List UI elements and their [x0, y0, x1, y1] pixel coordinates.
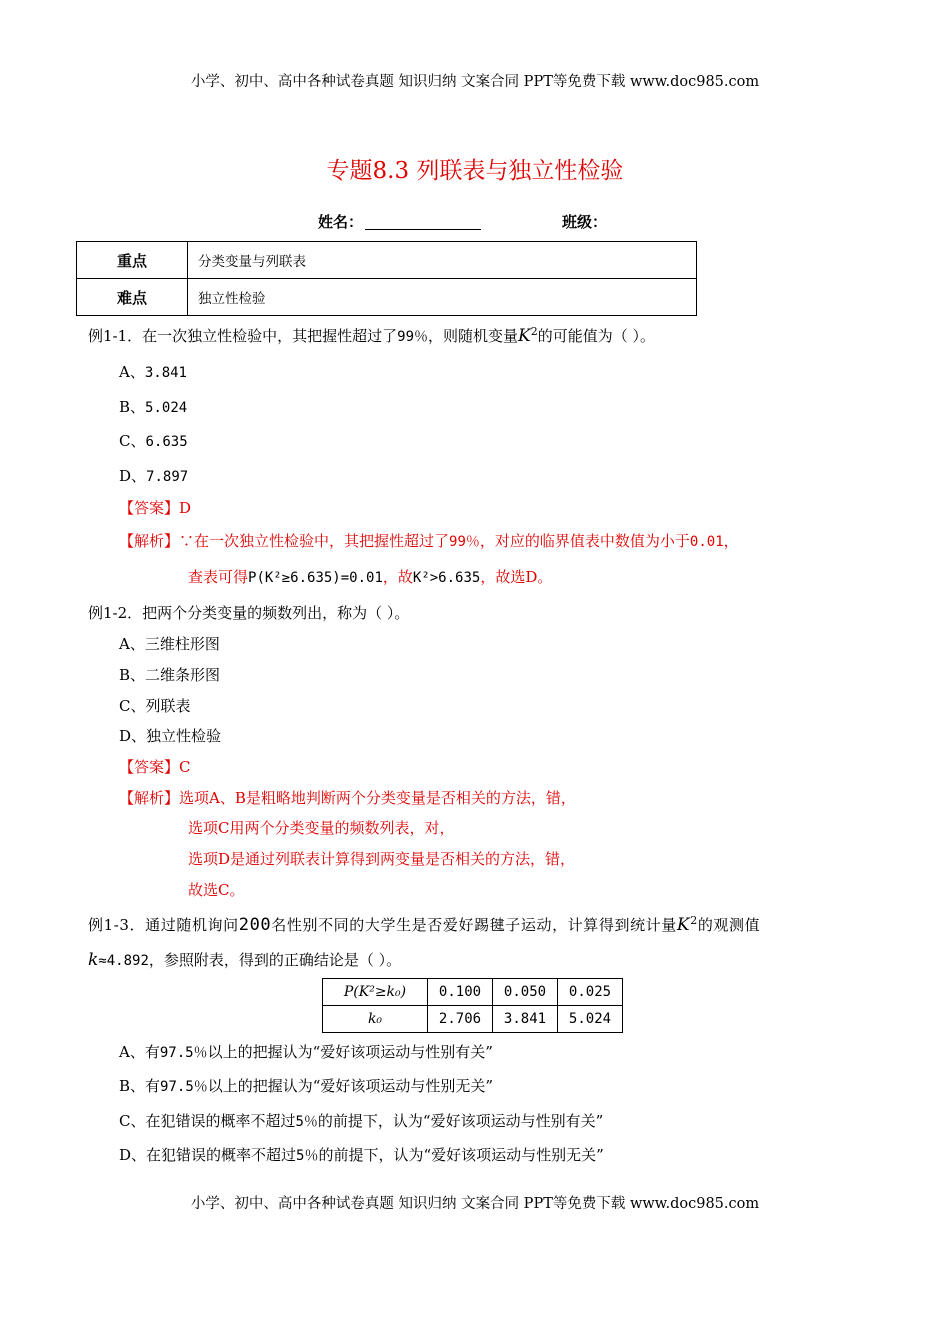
q2-stem: 例1-2．把两个分类变量的频数列出，称为（ ）。 [88, 604, 410, 622]
q2-option-a: A、三维柱形图 [119, 635, 220, 653]
q2-analysis-line3: 选项D是通过列联表计算得到两变量是否相关的方法，错， [188, 850, 576, 868]
key-value: 分类变量与列联表 [188, 242, 697, 279]
q2-option-c: C、列联表 [119, 697, 191, 715]
class-field-label: 班级： [562, 213, 608, 231]
table-cell: 0.025 [558, 979, 623, 1006]
key-points-table [76, 241, 697, 316]
key-row [77, 242, 697, 279]
table-cell: 2.706 [428, 1006, 493, 1033]
name-blank[interactable] [365, 215, 481, 230]
q1-option-a: A、3.841 [119, 363, 187, 381]
q2-analysis-line2: 选项C用两个分类变量的频数列表，对， [188, 819, 455, 837]
q1-option-d: D、7.897 [119, 467, 189, 485]
q2-option-d: D、独立性检验 [119, 727, 222, 745]
q2-answer: 【答案】C [119, 758, 191, 776]
q2-option-b: B、二维条形图 [119, 666, 221, 684]
q1-stem: 例1-1．在一次独立性检验中，其把握性超过了99％，则随机变量$K^2$的可能值为（ ）。 [88, 325, 656, 346]
q3-stem-line2: k≈4.892，参照附表，得到的正确结论是（ ）。 [88, 950, 402, 970]
q1-analysis-line1: 【解析】∵在一次独立性检验中，其把握性超过了99％，对应的临界值表中数值为小于0.01， [119, 532, 739, 550]
table-cell: 5.024 [558, 1006, 623, 1033]
q1-answer: 【答案】D [119, 499, 192, 517]
difficulty-value: 独立性检验 [188, 279, 697, 316]
difficulty-label: 难点 [77, 279, 188, 316]
q1-option-b: B、5.024 [119, 398, 188, 416]
key-label: 重点 [77, 242, 188, 279]
q3-option-b: B、有97.5％以上的把握认为“爱好该项运动与性别无关” [119, 1077, 494, 1095]
table-row [323, 1006, 623, 1033]
table-row-label: P(K²≥k₀) [323, 979, 428, 1006]
q3-option-c: C、在犯错误的概率不超过5％的前提下，认为“爱好该项运动与性别有关” [119, 1112, 604, 1130]
critical-value-table [322, 978, 623, 1033]
q3-option-a: A、有97.5％以上的把握认为“爱好该项运动与性别有关” [119, 1043, 493, 1061]
difficulty-row [77, 279, 697, 316]
q1-option-c: C、6.635 [119, 432, 188, 450]
page-header: 小学、初中、高中各种试卷真题 知识归纳 文案合同 PPT等免费下载 www.doc985.com [190, 74, 760, 90]
name-field-label: 姓名： [318, 211, 481, 232]
table-cell: 0.100 [428, 979, 493, 1006]
table-cell: 0.050 [493, 979, 558, 1006]
table-row [323, 979, 623, 1006]
q3-stem-line1: 例1-3．通过随机询问200名性别不同的大学生是否爱好踢毽子运动，计算得到统计量$K^2$的观测值 [88, 914, 761, 935]
q2-analysis-line1: 【解析】选项A、B是粗略地判断两个分类变量是否相关的方法，错， [119, 789, 576, 807]
page-footer: 小学、初中、高中各种试卷真题 知识归纳 文案合同 PPT等免费下载 www.doc985.com [190, 1196, 760, 1212]
table-row-label: k₀ [323, 1006, 428, 1033]
page-title: 专题8.3 列联表与独立性检验 [326, 158, 624, 184]
q3-option-d: D、在犯错误的概率不超过5％的前提下，认为“爱好该项运动与性别无关” [119, 1146, 604, 1164]
q2-analysis-line4: 故选C。 [188, 881, 245, 899]
q1-analysis-line2: 查表可得P(K²≥6.635)=0.01，故K²>6.635，故选D。 [188, 568, 553, 586]
table-cell: 3.841 [493, 1006, 558, 1033]
